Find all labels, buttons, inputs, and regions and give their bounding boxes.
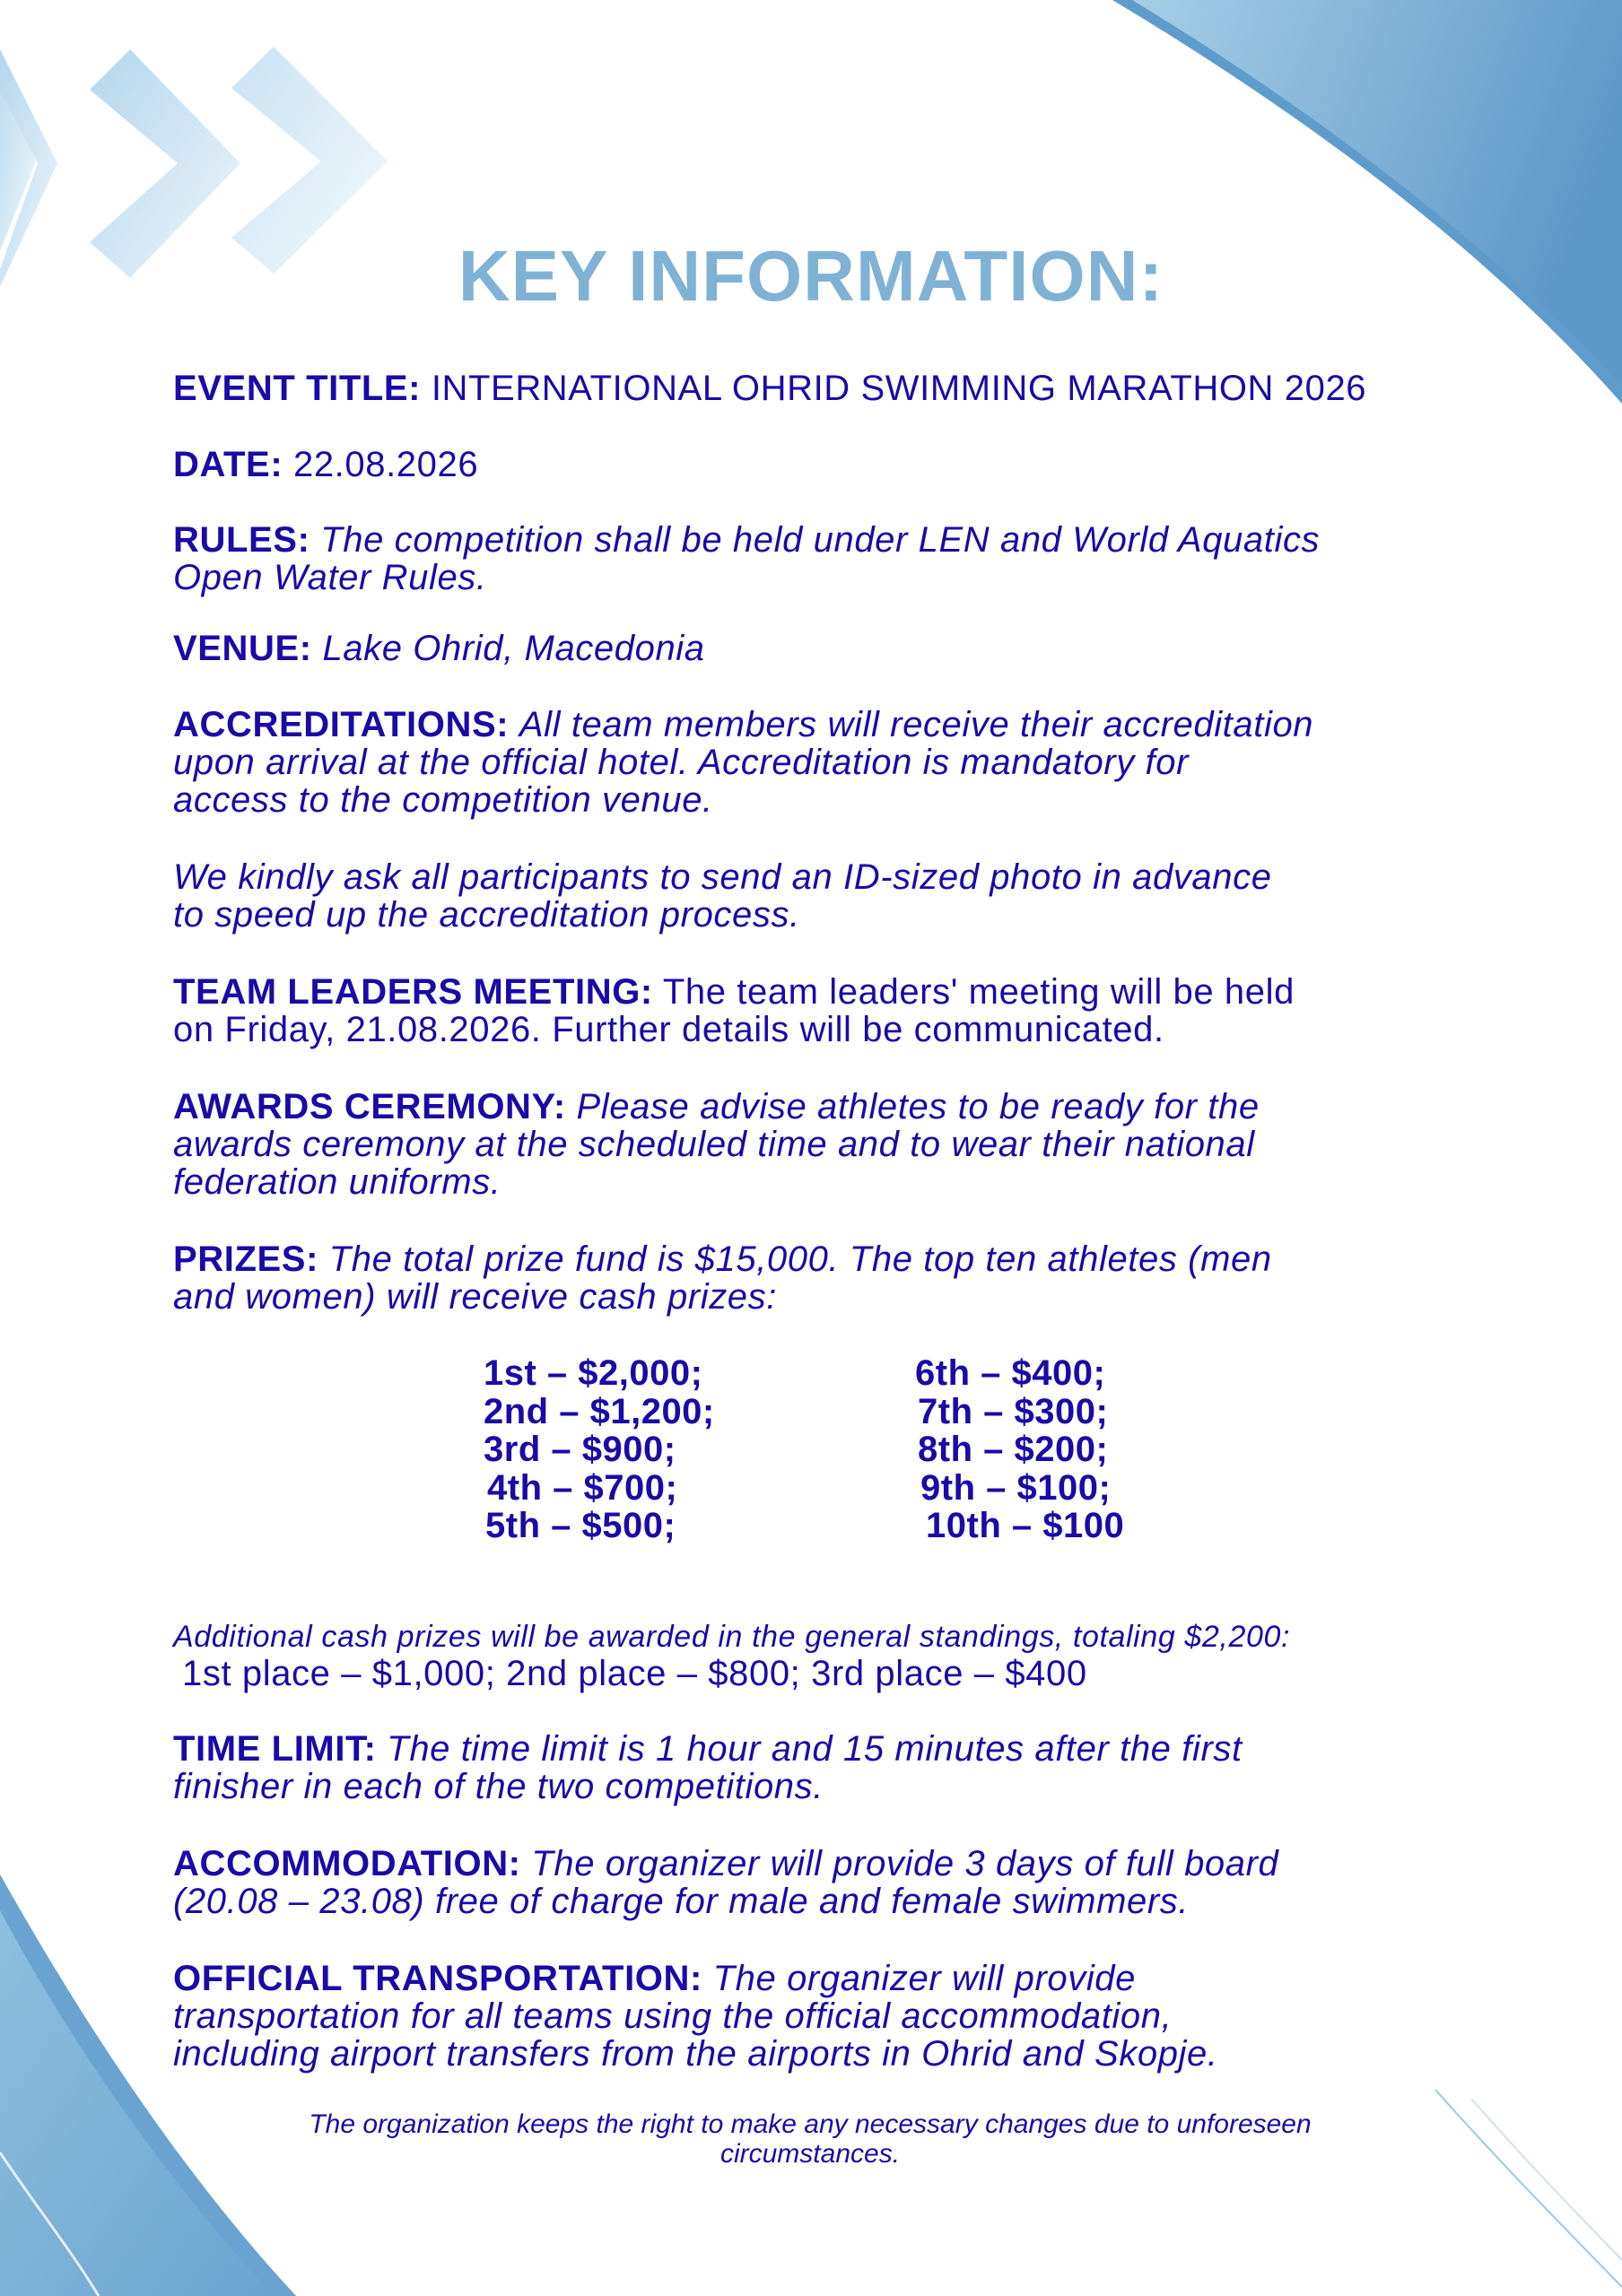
date-value: 22.08.2026 [292,445,479,484]
date-section [173,446,1474,483]
additional-prizes-note: Additional cash prizes will be awarded in the general standings, totaling $2,200: [173,1620,1291,1654]
awards-label: AWARDS CEREMONY: [173,1087,566,1126]
photo-note-section [173,858,1474,934]
venue-section [173,630,1474,667]
event-title-value: INTERNATIONAL OHRID SWIMMING MARATHON 2026 [431,369,1367,408]
transportation-section [173,1960,1474,2073]
team-leaders-label: TEAM LEADERS MEETING: [173,972,653,1012]
awards-text: Please advise athletes to be ready for the [576,1087,1260,1126]
awards-text: awards ceremony at the scheduled time and to wear their national [173,1125,1255,1164]
accommodation-label: ACCOMMODATION: [173,1844,521,1883]
rules-label: RULES: [173,520,310,560]
footnote-text: The organization keeps the right to make any necessary changes due to unforeseen [309,2109,1312,2139]
transportation-text: including airport transfers from the airports in Ohrid and Skopje. [173,2034,1218,2074]
photo-note-text: We kindly ask all participants to send an ID-sized photo in advance [173,857,1272,897]
accreditations-section [173,706,1474,819]
top-right-swoosh [1112,0,1622,404]
accreditations-text: upon arrival at the official hotel. Accreditation is mandatory for [173,743,1190,782]
time-limit-label: TIME LIMIT: [173,1729,377,1769]
team-leaders-text: on Friday, 21.08.2026. Further details will be communicated. [173,1010,1164,1049]
prize-item: 5th – $500; [485,1506,676,1545]
photo-note-text: to speed up the accreditation process. [173,895,800,935]
rules-text: The competition shall be held under LEN and World Aquatics [320,520,1321,560]
prizes-label: PRIZES: [173,1239,318,1279]
transportation-text: transportation for all teams using the official accommodation, [173,1996,1173,2036]
team-leaders-text: The team leaders' meeting will be held [662,972,1295,1012]
time-limit-section [173,1730,1474,1805]
prize-list-left [484,1354,715,1545]
prize-item: 10th – $100 [926,1506,1125,1545]
prize-item: 2nd – $1,200; [484,1391,715,1431]
prize-item: 1st – $2,000; [484,1353,703,1393]
prize-item: 4th – $700; [487,1467,678,1508]
rules-section [173,521,1474,596]
time-limit-text: finisher in each of the two competitions. [173,1767,824,1806]
accreditations-text: access to the competition venue. [173,780,713,820]
bottom-left-swoosh [0,1874,296,2296]
prize-item: 8th – $200; [918,1430,1109,1469]
accommodation-text: (20.08 – 23.08) free of charge for male and female swimmers. [173,1882,1190,1921]
additional-prizes-section [173,1619,1474,1692]
venue-value: Lake Ohrid, Macedonia [322,629,705,668]
prize-list-right [915,1354,1124,1545]
awards-text: federation uniforms. [173,1162,501,1202]
prize-item: 6th – $400; [915,1353,1106,1393]
prize-item: 9th – $100; [920,1467,1112,1508]
footnote-text: circumstances. [719,2139,901,2169]
transportation-text: The organizer will provide [712,1959,1137,1998]
time-limit-text: The time limit is 1 hour and 15 minutes after the first [387,1729,1243,1769]
prize-item: 3rd – $900; [484,1430,676,1469]
additional-prizes-places: 1st place – $1,000; 2nd place – $800; 3rd place – $400 [182,1654,1087,1693]
event-title-label: EVENT TITLE: [173,369,422,408]
prize-item: 7th – $300; [918,1391,1109,1431]
awards-section [173,1088,1474,1201]
prizes-section [173,1240,1474,1316]
page-title: KEY INFORMATION: [458,236,1164,316]
event-title-section [173,370,1474,407]
accreditations-label: ACCREDITATIONS: [173,705,510,744]
prizes-text: and women) will receive cash prizes: [173,1277,777,1317]
date-label: DATE: [173,445,283,484]
accommodation-section [173,1845,1474,1920]
transportation-label: OFFICIAL TRANSPORTATION: [173,1959,702,1998]
rules-text: Open Water Rules. [173,558,487,597]
accommodation-text: The organizer will provide 3 days of full board [531,1844,1279,1883]
prizes-text: The total prize fund is $15,000. The top ten athletes (men [328,1239,1272,1279]
team-leaders-section [173,973,1474,1048]
accreditations-text: All team members will receive their accreditation [519,705,1314,744]
venue-label: VENUE: [173,629,312,668]
footnote [173,2109,1447,2169]
